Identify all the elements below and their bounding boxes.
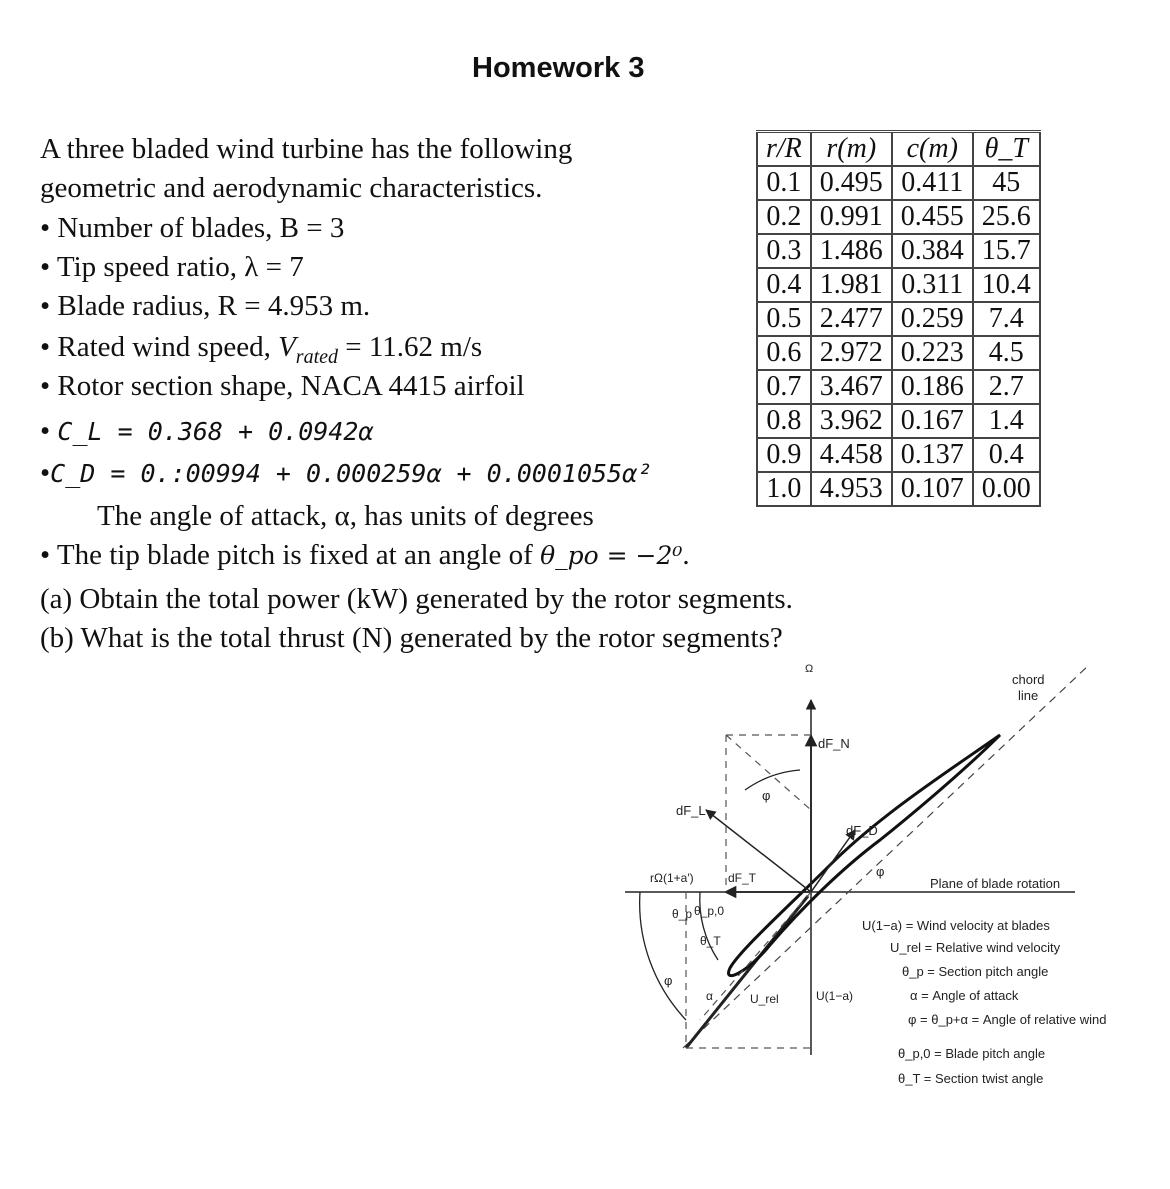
table-cell: 7.4 (973, 302, 1040, 336)
chord-line-solid (686, 896, 808, 1048)
table-cell: 45 (973, 166, 1040, 200)
alpha-label: α (706, 989, 713, 1003)
bullet-airfoil: • Rotor section shape, NACA 4415 airfoil (40, 370, 525, 402)
phi-label-mid: φ (876, 864, 885, 879)
rated-var: V (278, 331, 296, 363)
dft-label: dF_T (728, 871, 757, 885)
table-cell: 0.311 (892, 268, 973, 302)
bullet-blades: • Number of blades, B = 3 (40, 212, 345, 244)
table-cell: 4.458 (811, 438, 892, 472)
col-header: r(m) (811, 132, 892, 167)
table-cell: 0.223 (892, 336, 973, 370)
table-cell: 2.7 (973, 370, 1040, 404)
table-cell: 0.4 (757, 268, 811, 302)
question-b: (b) What is the total thrust (N) generated by the rotor segments? (40, 622, 783, 654)
cd-prefix: • (40, 457, 51, 489)
table-cell: 2.477 (811, 302, 892, 336)
pitch-arc (700, 892, 718, 960)
table-cell: 1.981 (811, 268, 892, 302)
table-cell: 2.972 (811, 336, 892, 370)
legend-item: θ_p,0 = Blade pitch angle (898, 1046, 1046, 1061)
alpha-note: The angle of attack, α, has units of degrees (97, 500, 594, 532)
theta-p0-label: θ_p,0 (694, 904, 725, 918)
pitch-angle: θ_po = −2⁰ (540, 541, 683, 570)
cl-formula: C_L = 0.368 + 0.0942α (57, 417, 374, 446)
legend-item: θ_T = Section twist angle (898, 1071, 1044, 1086)
plane-label: Plane of blade rotation (930, 876, 1061, 891)
table-cell: 0.1 (757, 166, 811, 200)
rated-suffix: = 11.62 m/s (338, 331, 483, 363)
legend-item: θ_p = Section pitch angle (902, 964, 1049, 979)
theta-t-label: θ_T (700, 934, 721, 948)
table-cell: 3.962 (811, 404, 892, 438)
diagram-legend (862, 918, 1106, 1086)
rotation-speed-label: rΩ(1+a′) (650, 871, 694, 885)
drag-arrow (811, 830, 855, 892)
table-cell: 0.167 (892, 404, 973, 438)
col-header: r/R (757, 132, 811, 167)
table-cell: 1.4 (973, 404, 1040, 438)
chord-line (683, 664, 1090, 1048)
legend-item: U(1−a) = Wind velocity at blades (862, 918, 1050, 933)
col-header: c(m) (892, 132, 973, 167)
table-cell: 0.00 (973, 472, 1040, 506)
intro-line-2: geometric and aerodynamic characteristics. (40, 172, 543, 204)
table-cell: 0.4 (973, 438, 1040, 472)
bullet-tsr: • Tip speed ratio, λ = 7 (40, 251, 304, 283)
table-cell: 0.259 (892, 302, 973, 336)
table-cell: 0.455 (892, 200, 973, 234)
u1a-label: U(1−a) (816, 989, 854, 1003)
table-cell: 0.8 (757, 404, 811, 438)
chord-label-2: line (1018, 688, 1039, 703)
table-cell: 0.411 (892, 166, 973, 200)
table-cell: 0.3 (757, 234, 811, 268)
table-cell: 1.486 (811, 234, 892, 268)
lift-arrow (706, 810, 811, 892)
table-cell: 10.4 (973, 268, 1040, 302)
upper-phi-arc (745, 770, 800, 790)
phi-label-lower: φ (664, 973, 673, 988)
table-cell: 4.5 (973, 336, 1040, 370)
table-cell: 1.0 (757, 472, 811, 506)
table-cell: 4.953 (811, 472, 892, 506)
table-cell: 0.2 (757, 200, 811, 234)
table-cell: 0.384 (892, 234, 973, 268)
phi-label-upper: φ (762, 788, 771, 803)
legend-item: α = Angle of attack (910, 988, 1019, 1003)
table-cell: 0.6 (757, 336, 811, 370)
axis-top-label: Ω (805, 663, 814, 675)
theta-p-label: θ_p (672, 907, 693, 921)
table-cell: 0.991 (811, 200, 892, 234)
table-cell: 0.107 (892, 472, 973, 506)
col-header: θ_T (973, 132, 1040, 167)
chord-label-1: chord (1012, 672, 1045, 687)
rated-sub: rated (295, 345, 339, 368)
rated-prefix: • Rated wind speed, (40, 331, 279, 363)
pitch-suffix: . (682, 539, 690, 571)
intro-line-1: A three bladed wind turbine has the following (40, 133, 573, 165)
bullet-radius: • Blade radius, R = 4.953 m. (40, 290, 371, 322)
table-cell: 0.186 (892, 370, 973, 404)
table-cell: 0.9 (757, 438, 811, 472)
force-rectangle (726, 735, 811, 892)
table-cell: 0.137 (892, 438, 973, 472)
table-cell: 15.7 (973, 234, 1040, 268)
table-cell: 3.467 (811, 370, 892, 404)
table-cell: 25.6 (973, 200, 1040, 234)
question-a: (a) Obtain the total power (kW) generated by the rotor segments. (40, 583, 793, 615)
table-cell: 0.5 (757, 302, 811, 336)
page-title: Homework 3 (472, 52, 645, 84)
table-cell: 0.7 (757, 370, 811, 404)
dfl-label: dF_L (676, 803, 706, 818)
legend-item: φ = θ_p+α = Angle of relative wind (908, 1012, 1107, 1027)
pitch-prefix: • The tip blade pitch is fixed at an angle of (40, 539, 541, 571)
cd-formula: C_D = 0.:00994 + 0.000259α + 0.0001055α² (50, 459, 653, 488)
dfn-label: dF_N (818, 736, 850, 751)
table-cell: 0.495 (811, 166, 892, 200)
cl-prefix: • (40, 415, 58, 447)
urel-label: U_rel (750, 992, 779, 1006)
dfd-label: dF_D (846, 823, 878, 838)
legend-item: U_rel = Relative wind velocity (890, 940, 1061, 955)
